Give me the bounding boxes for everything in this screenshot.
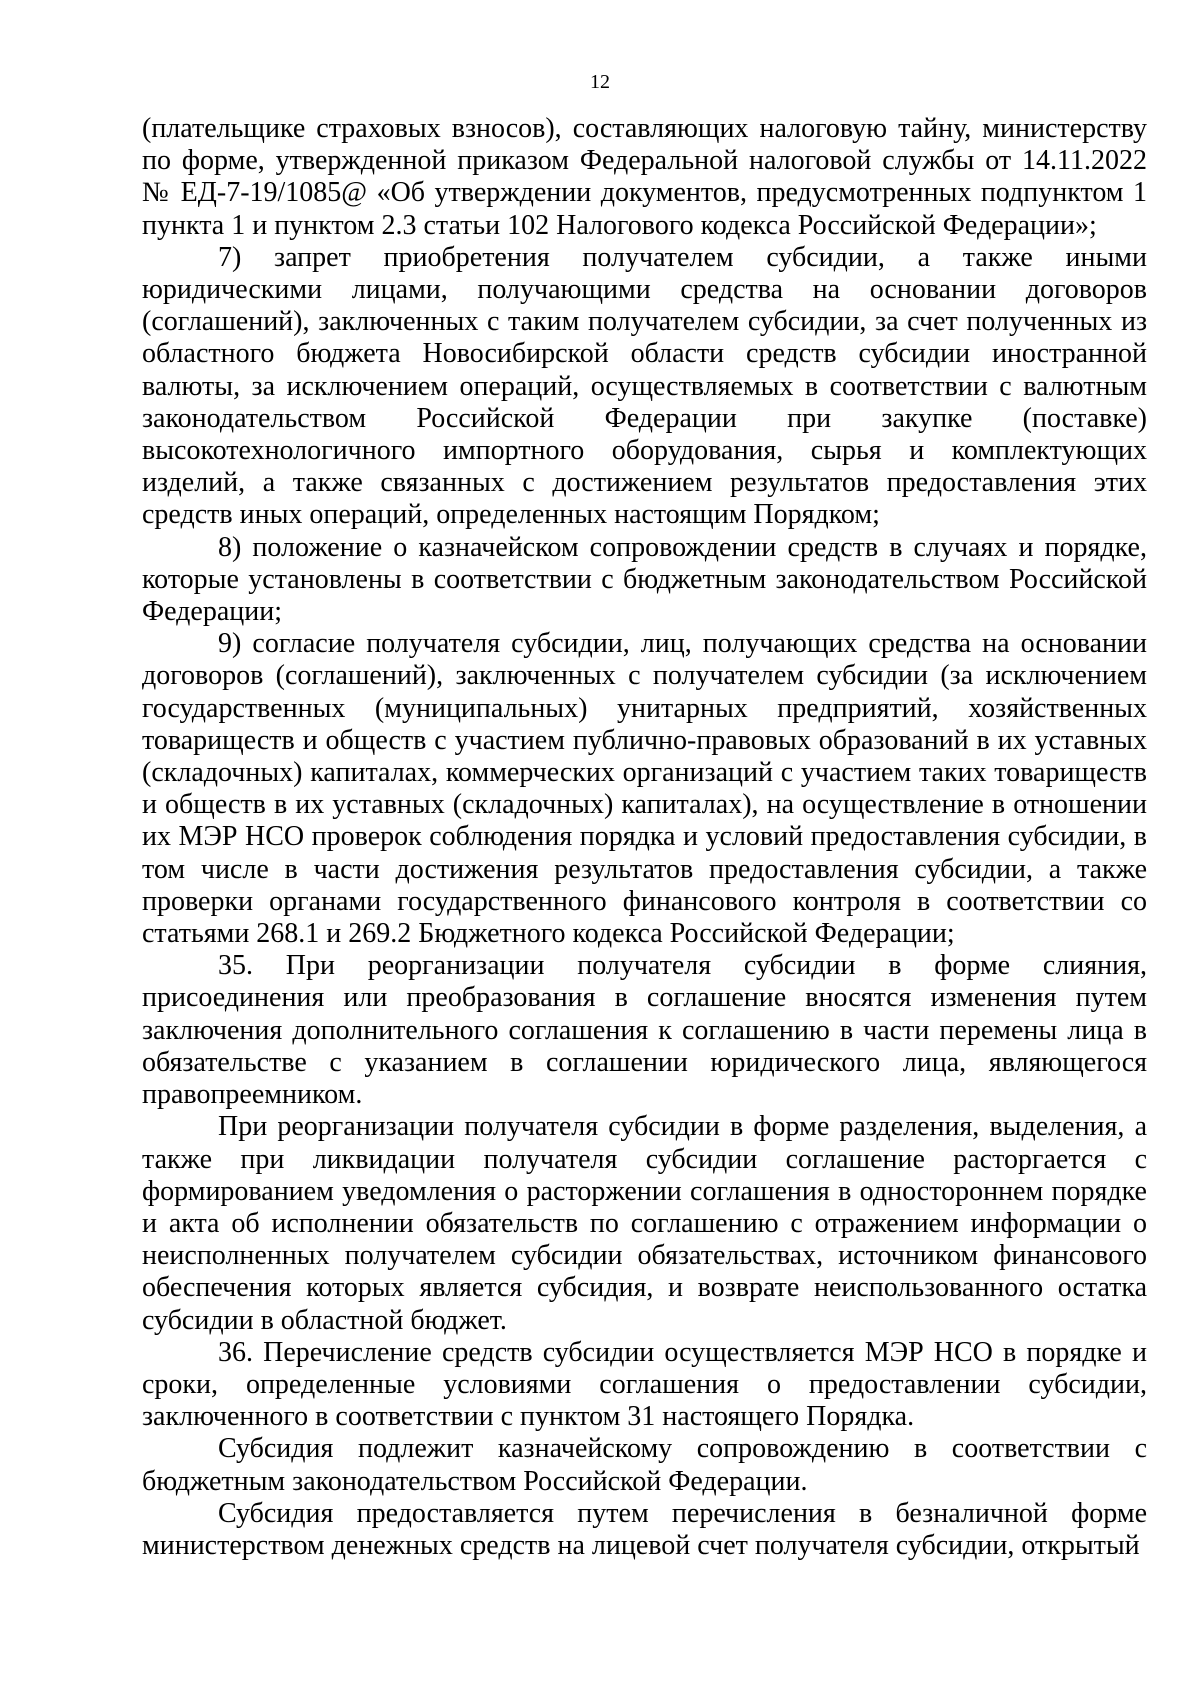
page-number: 12 — [590, 71, 610, 93]
paragraph-36-transfer-of-funds: 36. Перечисление средств субсидии осуществляется МЭР НСО в порядке и сроки, определенные условиями соглашения о предоставлении субсидии, заключенного в соответствии с пунктом 31 настоящего Порядка. — [142, 1336, 1147, 1433]
paragraph-36-treasury-support: Субсидия подлежит казначейскому сопровождению в соответствии с бюджетным законодательством Российской Федерации. — [142, 1433, 1147, 1497]
paragraph-item-8-treasury-support: 8) положение о казначейском сопровождении средств в случаях и порядке, которые установлены в соответствии с бюджетным законодательством Российской Федерации; — [142, 531, 1147, 628]
paragraph-tax-secret-continuation: (плательщике страховых взносов), составляющих налоговую тайну, министерству по форме, утвержденной приказом Федеральной налоговой службы от 14.11.2022 № ЕД-7-19/1085@ «Об утверждении документов, предусмотренных подпунктом 1 пункта 1 и пунктом 2.3 статьи 102 Налогового кодекса Российской Федерации»; — [142, 113, 1147, 241]
paragraph-35-reorganization-merger: 35. При реорганизации получателя субсидии в форме слияния, присоединения или преобразования в соглашение вносятся изменения путем заключения дополнительного соглашения к соглашению в части перемены лица в обязательстве с указанием в соглашении юридического лица, являющегося правопреемником. — [142, 950, 1147, 1111]
document-body — [142, 113, 1147, 1562]
paragraph-36-cashless-transfer: Субсидия предоставляется путем перечисления в безналичной форме министерством денежных средств на лицевой счет получателя субсидии, открытый — [142, 1497, 1147, 1561]
paragraph-35-reorganization-division: При реорганизации получателя субсидии в форме разделения, выделения, а также при ликвидации получателя субсидии соглашение расторгается с формированием уведомления о расторжении соглашения в одностороннем порядке и акта об исполнении обязательств по соглашению с отражением информации о неисполненных получателем субсидии обязательствах, источником финансового обеспечения которых является субсидия, и возврате неиспользованного остатка субсидии в областной бюджет. — [142, 1111, 1147, 1336]
paragraph-item-7-currency-ban: 7) запрет приобретения получателем субсидии, а также иными юридическими лицами, получающими средства на основании договоров (соглашений), заключенных с таким получателем субсидии, за счет полученных из областного бюджета Новосибирской области средств субсидии иностранной валюты, за исключением операций, осуществляемых в соответствии с валютным законодательством Российской Федерации при закупке (поставке) высокотехнологичного импортного оборудования, сырья и комплектующих изделий, а также связанных с достижением результатов предоставления этих средств иных операций, определенных настоящим Порядком; — [142, 241, 1147, 531]
paragraph-item-9-consent-to-checks: 9) согласие получателя субсидии, лиц, получающих средства на основании договоров (соглашений), заключенных с получателем субсидии (за исключением государственных (муниципальных) унитарных предприятий, хозяйственных товариществ и обществ с участием публично-правовых образований в их уставных (складочных) капиталах, коммерческих организаций с участием таких товариществ и обществ в их уставных (складочных) капиталах), на осуществление в отношении их МЭР НСО проверок соблюдения порядка и условий предоставления субсидии, в том числе в части достижения результатов предоставления субсидии, а также проверки органами государственного финансового контроля в соответствии со статьями 268.1 и 269.2 Бюджетного кодекса Российской Федерации; — [142, 628, 1147, 950]
